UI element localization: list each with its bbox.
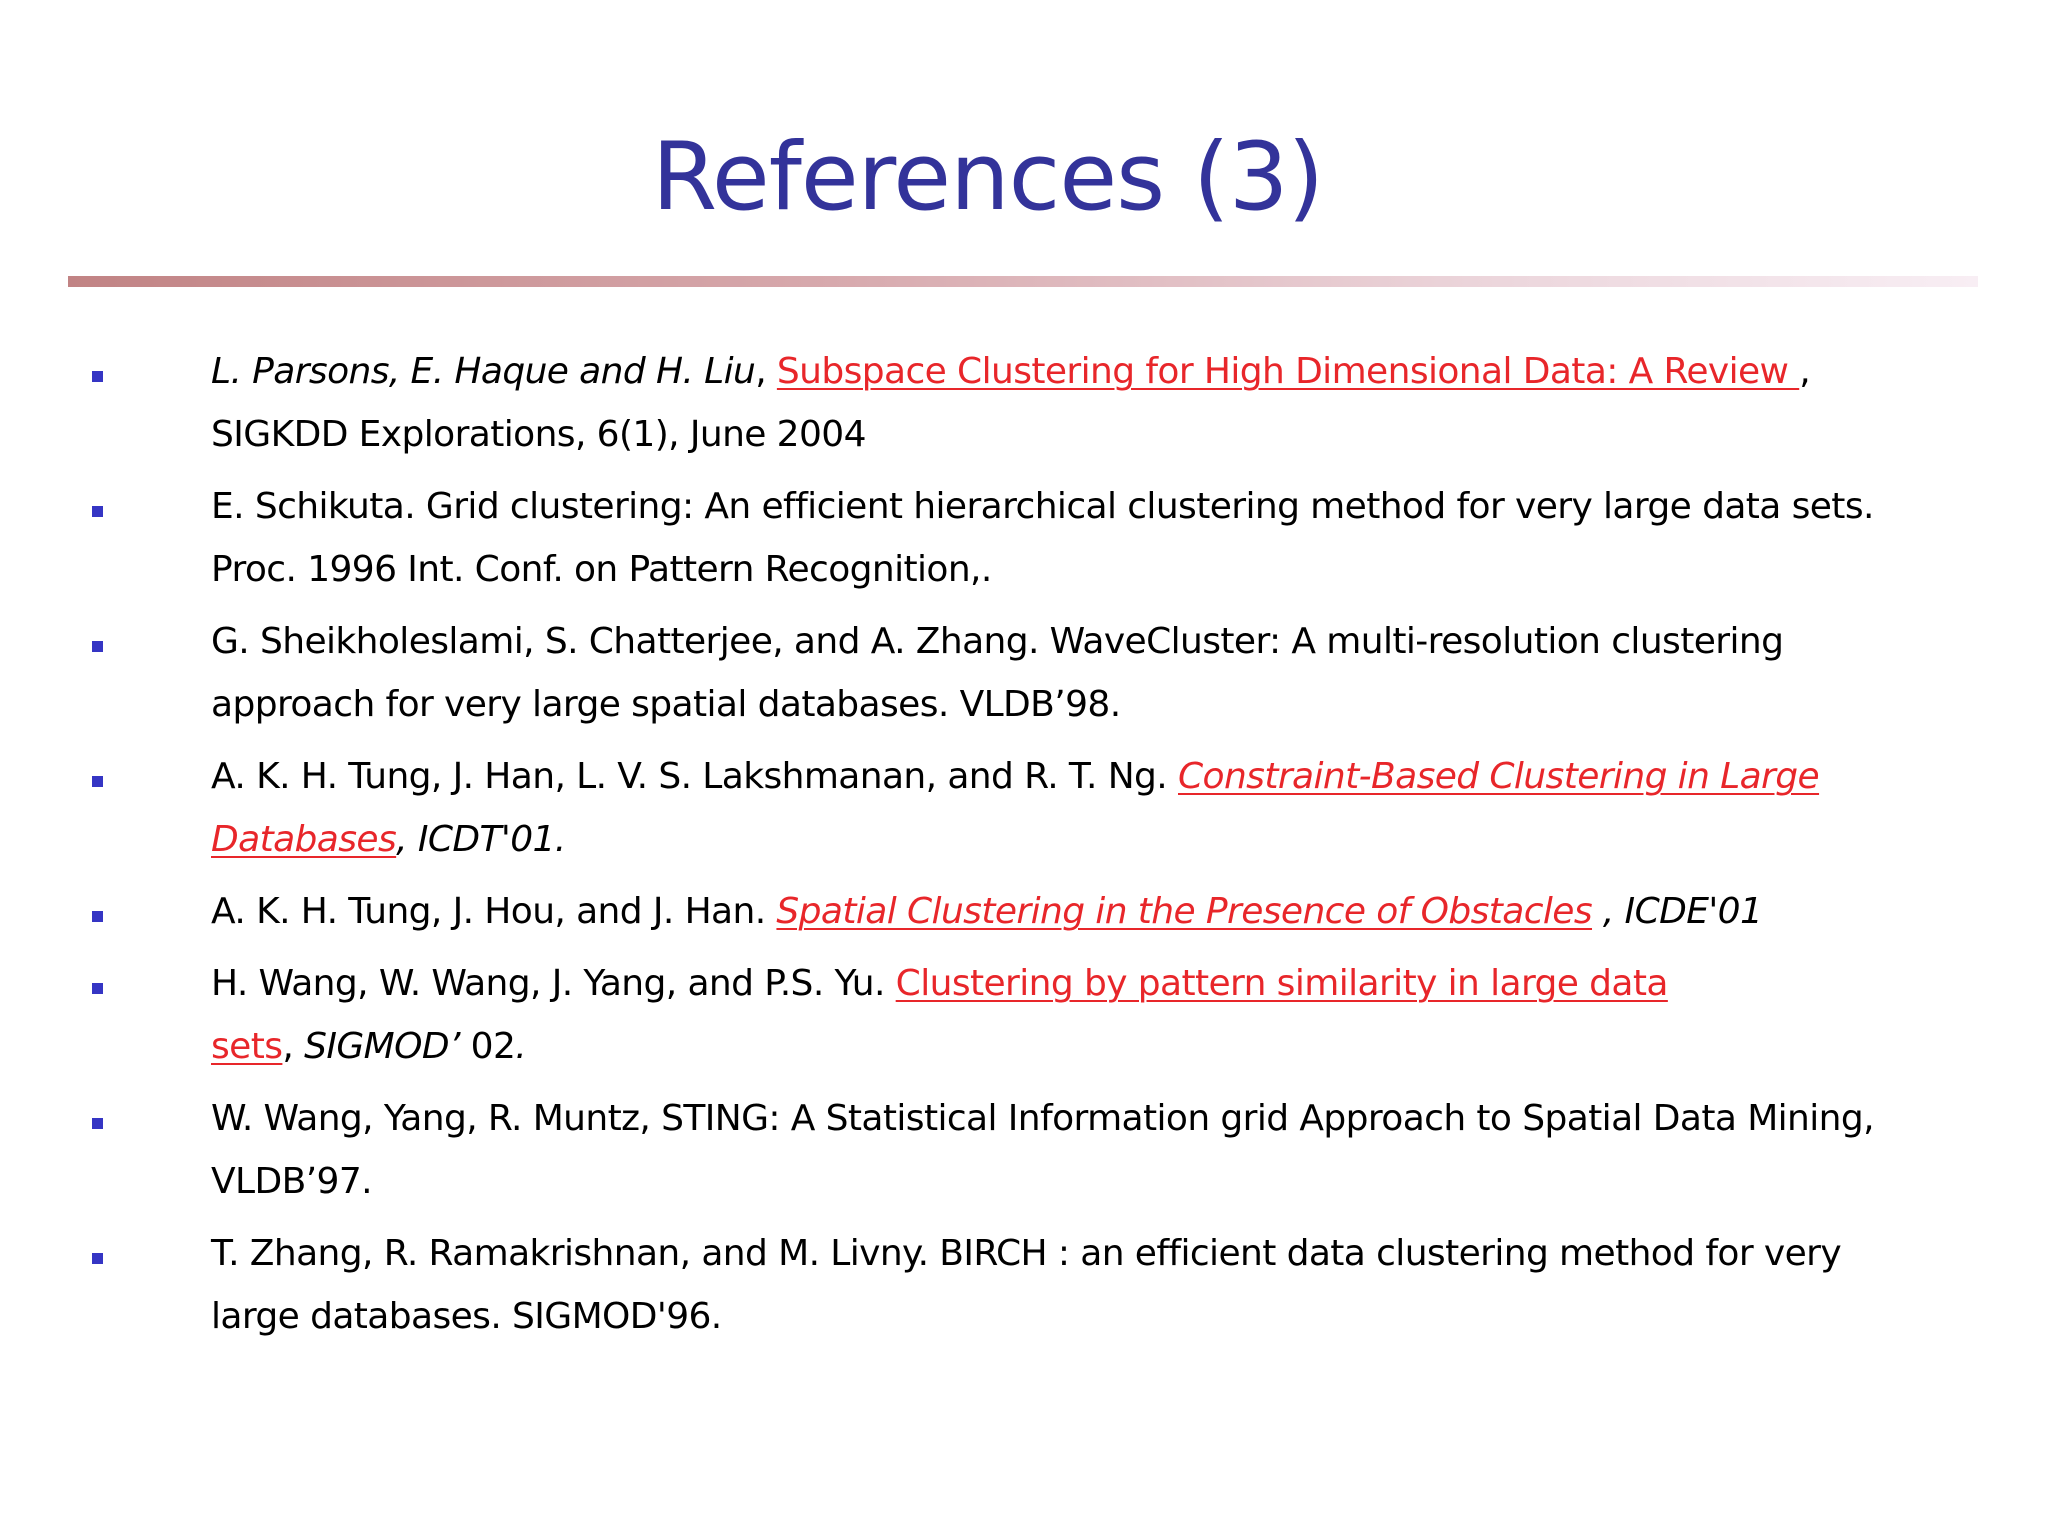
reference-authors: H. Wang, W. Wang, J. Yang, and P.S. Yu. xyxy=(211,963,896,1004)
reference-text xyxy=(211,745,2011,871)
reference-line: W. Wang, Yang, R. Muntz, STING: A Statistical Information grid Approach to Spatial Data Mining, xyxy=(211,1098,1874,1139)
bullet-icon xyxy=(92,641,103,652)
reference-line xyxy=(211,808,2011,871)
reference-separator: , xyxy=(282,1026,305,1067)
reference-text xyxy=(211,610,2011,736)
reference-link[interactable]: Spatial Clustering in the Presence of Obstacles xyxy=(776,891,1593,932)
reference-venue: SIGMOD’ xyxy=(304,1026,460,1067)
slide-title: References (3) xyxy=(651,123,1324,232)
reference-line xyxy=(211,745,2011,808)
bullet-icon xyxy=(92,983,103,994)
reference-line xyxy=(211,880,2011,943)
reference-line xyxy=(211,1015,2011,1078)
reference-year: 02 xyxy=(459,1026,516,1067)
reference-line xyxy=(211,340,2011,403)
bullet-icon xyxy=(92,911,103,922)
reference-link[interactable]: Constraint-Based Clustering in Large xyxy=(1178,756,1820,797)
reference-line xyxy=(211,952,2011,1015)
reference-venue: , ICDE'01 xyxy=(1592,891,1763,932)
reference-link[interactable]: Clustering by pattern similarity in large data xyxy=(895,963,1668,1004)
reference-authors: A. K. H. Tung, J. Hou, and J. Han. xyxy=(211,891,777,932)
reference-venue: , ICDT'01. xyxy=(396,819,566,860)
reference-link[interactable]: Databases xyxy=(211,819,397,860)
reference-text xyxy=(211,475,2011,601)
reference-separator: , xyxy=(755,351,777,392)
reference-authors: A. K. H. Tung, J. Han, L. V. S. Lakshmanan, and R. T. Ng. xyxy=(211,756,1178,797)
bullet-icon xyxy=(92,1118,103,1129)
reference-text xyxy=(211,952,2011,1078)
reference-line: VLDB’97. xyxy=(211,1161,372,1202)
reference-line: SIGKDD Explorations, 6(1), June 2004 xyxy=(211,414,866,455)
reference-text xyxy=(211,340,2011,466)
bullet-icon xyxy=(92,506,103,517)
reference-text xyxy=(211,1222,2011,1348)
reference-link[interactable]: Subspace Clustering for High Dimensional Data: A Review xyxy=(776,351,1800,392)
reference-line: G. Sheikholeslami, S. Chatterjee, and A. Zhang. WaveCluster: A multi-resolution clustering xyxy=(211,621,1784,662)
reference-line: T. Zhang, R. Ramakrishnan, and M. Livny. BIRCH : an efficient data clustering method for very xyxy=(211,1233,1842,1274)
bullet-icon xyxy=(92,371,103,382)
reference-authors: L. Parsons, E. Haque and H. Liu xyxy=(211,351,756,392)
bullet-icon xyxy=(92,1253,103,1264)
title-divider xyxy=(68,276,1978,287)
bullet-icon xyxy=(92,776,103,787)
reference-separator: , xyxy=(1799,351,1811,392)
reference-line: Proc. 1996 Int. Conf. on Pattern Recognition,. xyxy=(211,549,992,590)
reference-separator: . xyxy=(515,1026,527,1067)
reference-link[interactable]: sets xyxy=(211,1026,283,1067)
reference-text xyxy=(211,880,2011,943)
reference-line: E. Schikuta. Grid clustering: An efficient hierarchical clustering method for very large data sets. xyxy=(211,486,1874,527)
reference-line: large databases. SIGMOD'96. xyxy=(211,1296,722,1337)
reference-line: approach for very large spatial databases. VLDB’98. xyxy=(211,684,1121,725)
reference-text xyxy=(211,1087,2011,1213)
